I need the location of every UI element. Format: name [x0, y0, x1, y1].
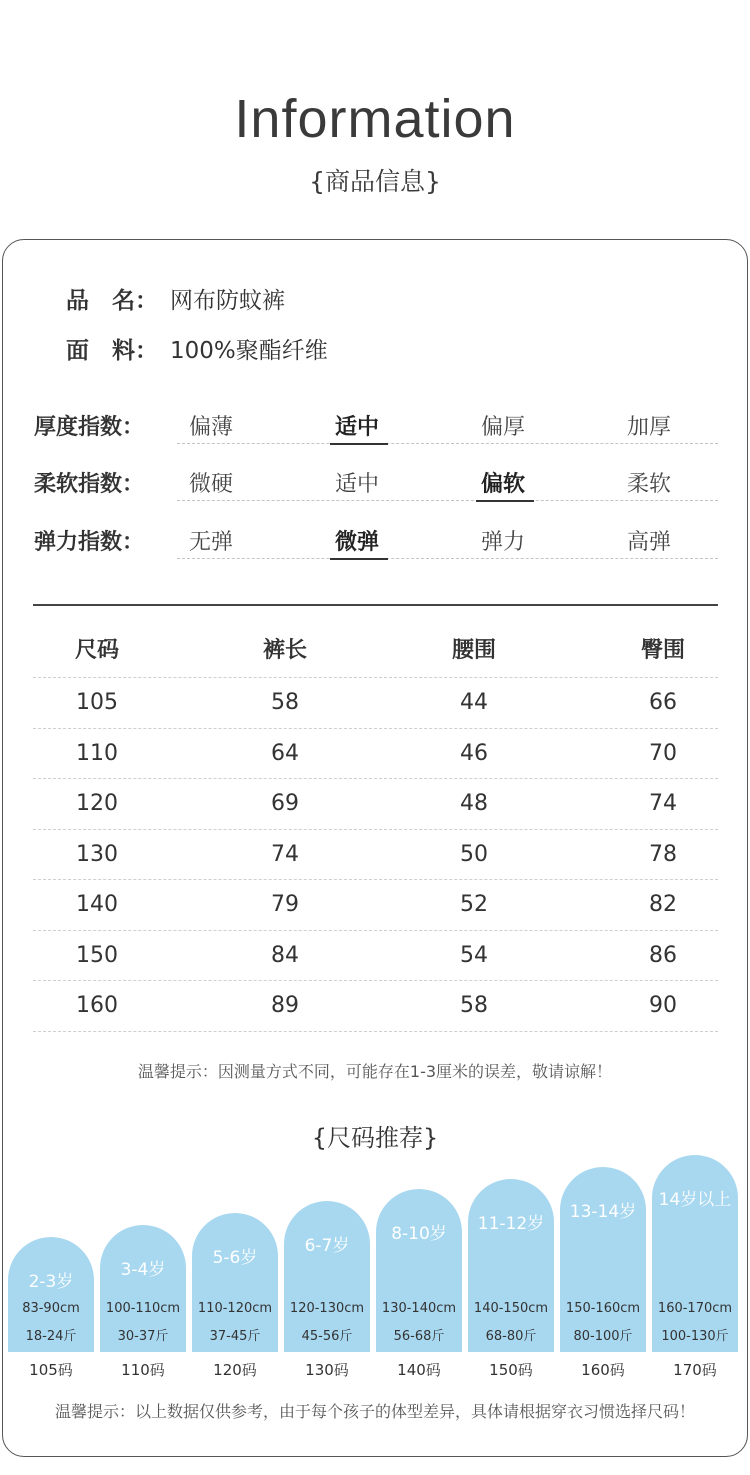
arch-size-label: 140码: [397, 1361, 441, 1379]
product-name-label: 品 名：: [66, 288, 158, 314]
table-cell: 89: [271, 993, 299, 1018]
index-option: 偏薄: [189, 415, 234, 440]
arch-size-label: 105码: [29, 1361, 73, 1379]
arch-height: 140-150cm: [473, 1301, 549, 1316]
table-top-rule: [33, 604, 718, 606]
size-arch: [652, 1155, 738, 1352]
index-selected-underline: [330, 558, 388, 561]
index-label: 厚度指数：: [34, 415, 145, 440]
arch-weight: 30-37斤: [117, 1329, 169, 1344]
arch-height: 120-130cm: [289, 1301, 365, 1316]
table-cell: 84: [271, 942, 299, 968]
table-divider: [33, 829, 718, 830]
index-label: 柔软指数：: [34, 472, 145, 497]
page-title: Information: [234, 89, 516, 149]
arch-weight: 18-24斤: [25, 1329, 77, 1344]
arch-age: 13-14岁: [569, 1202, 637, 1222]
index-option: 无弹: [189, 530, 234, 555]
product-fabric-row: [66, 332, 328, 365]
arch-size-label: 110码: [121, 1361, 165, 1379]
index-selected-underline: [330, 443, 388, 446]
table-cell: 130: [76, 841, 118, 867]
table-cell: 66: [649, 690, 677, 715]
table-divider: [33, 728, 718, 729]
product-fabric-value: 100%聚酯纤维: [170, 338, 328, 364]
index-label: 弹力指数：: [34, 530, 145, 555]
table-cell: 150: [76, 942, 118, 968]
table-cell: 74: [649, 791, 677, 816]
table-cell: 160: [76, 993, 118, 1018]
arch-height: 83-90cm: [22, 1301, 80, 1316]
arch-size-label: 130码: [305, 1361, 349, 1379]
table-header-cell: 尺码: [74, 638, 119, 663]
table-cell: 70: [649, 740, 677, 766]
arch-weight: 80-100斤: [573, 1329, 633, 1344]
page-subtitle: {商品信息}: [309, 167, 441, 196]
index-option: 弹力: [481, 530, 526, 555]
table-cell: 74: [271, 841, 299, 867]
table-divider: [33, 930, 718, 931]
size-arch: [376, 1189, 462, 1352]
table-header-cell: 腰围: [451, 638, 496, 663]
index-dashed-line: [177, 558, 718, 559]
table-cell: 64: [271, 740, 299, 766]
arch-age: 14岁以上: [658, 1190, 732, 1210]
table-cell: 50: [460, 841, 488, 867]
table-cell: 58: [460, 993, 488, 1018]
arch-weight: 68-80斤: [485, 1329, 537, 1344]
arch-size-label: 120码: [213, 1361, 257, 1379]
index-dashed-line: [177, 500, 718, 501]
table-cell: 79: [271, 892, 299, 917]
measure-note: 温馨提示：因测量方式不同，可能存在1-3厘米的误差，敬请谅解！: [137, 1062, 613, 1081]
index-option: 加厚: [627, 415, 672, 440]
product-name-row: [66, 282, 285, 315]
table-cell: 58: [271, 690, 299, 715]
arch-height: 100-110cm: [105, 1301, 181, 1316]
index-row: [34, 459, 718, 501]
size-arch: [100, 1225, 186, 1352]
index-option: 适中: [335, 472, 380, 497]
table-cell: 82: [649, 892, 677, 917]
index-option-selected: 适中: [335, 415, 380, 440]
index-option: 微硬: [189, 472, 234, 497]
table-divider: [33, 677, 718, 678]
index-option-selected: 微弹: [335, 530, 380, 555]
index-row: [34, 402, 718, 444]
arch-height: 110-120cm: [197, 1301, 273, 1316]
reference-note: 温馨提示：以上数据仅供参考，由于每个孩子的体型差异，具体请根据穿衣习惯选择尺码！: [54, 1402, 695, 1421]
arch-age: 6-7岁: [304, 1236, 350, 1256]
table-divider: [33, 879, 718, 880]
arch-age: 8-10岁: [391, 1224, 447, 1244]
table-cell: 52: [460, 892, 488, 917]
arch-size-label: 150码: [489, 1361, 533, 1379]
table-header-cell: 裤长: [262, 638, 307, 663]
index-selected-underline: [476, 500, 534, 503]
product-fabric-label: 面 料：: [66, 338, 158, 364]
arch-weight: 37-45斤: [209, 1329, 261, 1344]
table-cell: 48: [460, 791, 488, 816]
index-dashed-line: [177, 443, 718, 444]
table-header-cell: 臀围: [640, 638, 685, 663]
size-arch: [560, 1167, 646, 1352]
arch-size-label: 160码: [581, 1361, 625, 1379]
table-cell: 44: [460, 690, 488, 715]
table-divider: [33, 1031, 718, 1032]
table-cell: 120: [76, 791, 118, 816]
product-name-value: 网布防蚊裤: [170, 288, 285, 314]
arch-age: 3-4岁: [120, 1260, 166, 1280]
table-cell: 78: [649, 841, 677, 867]
size-arch: [8, 1237, 94, 1352]
arch-height: 150-160cm: [565, 1301, 641, 1316]
index-option-selected: 偏软: [481, 472, 526, 497]
arch-age: 5-6岁: [212, 1248, 258, 1268]
arch-age: 11-12岁: [477, 1214, 545, 1234]
table-cell: 54: [460, 942, 488, 968]
table-cell: 69: [271, 791, 299, 816]
arch-age: 2-3岁: [28, 1272, 74, 1292]
index-option: 高弹: [627, 530, 672, 555]
table-cell: 110: [76, 740, 118, 766]
arch-size-label: 170码: [673, 1361, 717, 1379]
index-option: 柔软: [627, 472, 672, 497]
arch-weight: 100-130斤: [661, 1329, 729, 1344]
index-option: 偏厚: [481, 415, 526, 440]
arch-weight: 45-56斤: [301, 1329, 353, 1344]
table-cell: 105: [76, 690, 118, 715]
table-divider: [33, 778, 718, 779]
size-arch: [468, 1179, 554, 1352]
table-divider: [33, 980, 718, 981]
arch-height: 130-140cm: [381, 1301, 457, 1316]
table-cell: 90: [649, 993, 677, 1018]
arch-weight: 56-68斤: [393, 1329, 445, 1344]
size-arch: [192, 1213, 278, 1352]
size-arch: [284, 1201, 370, 1352]
table-cell: 86: [649, 942, 677, 968]
recommend-title: {尺码推荐}: [311, 1124, 439, 1152]
arch-height: 160-170cm: [657, 1301, 733, 1316]
table-cell: 46: [460, 740, 488, 766]
table-cell: 140: [76, 892, 118, 917]
index-row: [34, 517, 718, 559]
